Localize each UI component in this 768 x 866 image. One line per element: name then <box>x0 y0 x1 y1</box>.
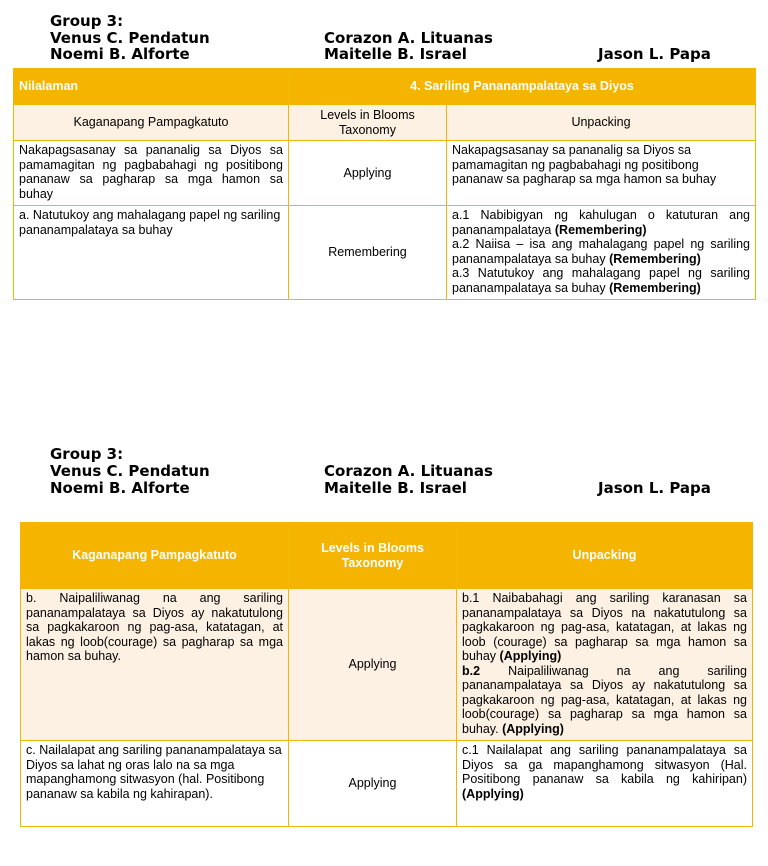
level-cell: Applying <box>289 741 457 827</box>
table-row <box>21 589 753 741</box>
unpacking-cell <box>457 589 753 741</box>
topic-title: 4. Sariling Pananampalataya sa Diyos <box>410 79 634 94</box>
member-name: Jason L. Papa <box>598 45 711 63</box>
member-name: Jason L. Papa <box>598 479 711 497</box>
competency-cell: b. Naipaliliwanag na ang sariling pananampalataya sa Diyos ay nakatutulong sa pagkakaroon ng pag-asa, katatagan, at lakas ng loob(courage) sa pagharap sa mga hamon sa buhay. <box>21 589 289 741</box>
competency-cell: Nakapagsasanay sa pananalig sa Diyos sa pamamagitan ng pagbabahagi ng positibong pananaw sa pagharap sa mga hamon sa buhay <box>14 141 289 206</box>
level-cell: Applying <box>289 141 447 206</box>
member-name: Maitelle B. Israel <box>324 479 467 497</box>
competency-table-2 <box>20 522 753 827</box>
column-header: Kaganapang Pampagkatuto <box>21 523 289 589</box>
member-name: Maitelle B. Israel <box>324 45 467 63</box>
unpacking-cell <box>447 206 756 300</box>
level-cell: Remembering <box>289 206 447 300</box>
group-label: Group 3: <box>50 445 124 463</box>
member-name: Venus C. Pendatun <box>50 29 210 47</box>
unpacking-item: a.3 Natutukoy ang mahalagang papel ng sariling pananampalataya sa buhay (Remembering) <box>452 266 750 295</box>
column-header: Unpacking <box>447 105 756 141</box>
competency-cell: c. Nailalapat ang sariling pananampalataya sa Diyos sa lahat ng oras lalo na sa mga mapanghamong sitwasyon (hal. Positibong pananaw sa kabila ng kahirapan). <box>21 741 289 827</box>
level-cell: Applying <box>289 589 457 741</box>
table-row <box>14 141 756 206</box>
competency-cell: a. Natutukoy ang mahalagang papel ng sariling pananampalataya sa buhay <box>14 206 289 300</box>
table-row <box>21 741 753 827</box>
column-header: Kaganapang Pampagkatuto <box>14 105 289 141</box>
unpacking-cell: Nakapagsasanay sa pananalig sa Diyos sa pamamagitan ng pagbabahagi ng positibong pananaw sa pagharap sa mga hamon sa buhay <box>447 141 756 206</box>
content-label-cell <box>14 69 289 105</box>
unpacking-item: b.1 Naibabahagi ang sariling karanasan sa pananampalataya sa Diyos na nakatutulong sa pagkakaroon ng pag-asa, katatagan, at lakas ng loob (courage) sa pagharap sa mga hamon sa buhay (Applying) <box>462 591 747 663</box>
member-name: Corazon A. Lituanas <box>324 29 493 47</box>
unpacking-item: c.1 Nailalapat ang sariling pananampalataya sa Diyos sa ga mapanghamong sitwasyon (Hal. Positibong pananaw sa kabila ng kahiripan) (Applying) <box>462 743 747 801</box>
member-name: Noemi B. Alforte <box>50 479 190 497</box>
column-header: Levels in Blooms Taxonomy <box>289 523 457 589</box>
competency-table-1 <box>13 68 756 300</box>
group-label: Group 3: <box>50 12 124 30</box>
topic-title-cell <box>289 69 756 105</box>
member-name: Corazon A. Lituanas <box>324 462 493 480</box>
member-name: Venus C. Pendatun <box>50 462 210 480</box>
unpacking-cell <box>457 741 753 827</box>
unpacking-item: a.1 Nabibigyan ng kahulugan o katuturan ang pananampalataya (Remembering) <box>452 208 750 237</box>
table-row <box>14 206 756 300</box>
member-name: Noemi B. Alforte <box>50 45 190 63</box>
unpacking-item: b.2 Naipaliliwanag na ang sariling pananampalataya sa Diyos ay nakatutulong sa pagkakaroon ng pag-asa, katatagan, at lakas ng loob(courage) sa pagharap sa mga hamon sa buhay. (Applying) <box>462 663 747 736</box>
column-header: Unpacking <box>457 523 753 589</box>
content-label: Nilalaman <box>19 79 79 94</box>
unpacking-item: a.2 Naiisa – isa ang mahalagang papel ng sariling pananampalataya sa buhay (Remembering) <box>452 237 750 266</box>
column-header: Levels in Blooms Taxonomy <box>289 105 447 141</box>
